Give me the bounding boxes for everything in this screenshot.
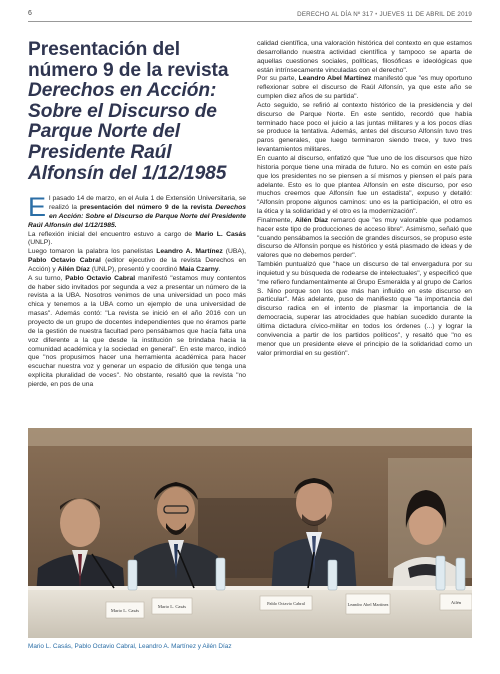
issue-line — [297, 11, 472, 18]
panel-photo-illustration — [28, 428, 472, 638]
paragraph — [257, 217, 472, 261]
text-run: calidad científica, una valoración histórica del contexto en que estamos desarrollando nuestra actividad científica y tampoco se aparta de aquellas cuestiones sociales, políticas, filosóficas e ideológicas que están intrínsecamente vinculadas con el derecho". — [257, 40, 472, 74]
bold-text: Derechos en Acción: Sobre el Discurso de Parque Norte del Presidente Raúl Alfonsín del 1/12/1985. — [28, 204, 246, 229]
text-run: . — [218, 265, 221, 273]
article-title-main: Presentación del número 9 de la revista — [28, 39, 229, 81]
paragraph — [257, 75, 472, 102]
text-run: (UNLP). — [28, 239, 53, 247]
nameplate-label: Mario L. Casás — [110, 608, 140, 613]
text-run: remarcó que "es muy valorable que podamos hacer este tipo de producciones de acceso libre". Asimismo, señaló que "cuando pensábamos la sección de grandes discursos, se propuso este discurso de Alfonsín porque es histórico y está plasmado de ideas y de valores que no debemos perder". — [257, 216, 472, 260]
bold-text: Leandro Abel Martínez — [298, 75, 372, 83]
nameplate-label: Leandro Abel Martínez — [347, 602, 389, 607]
page-number: 6 — [28, 10, 32, 17]
text-run: manifestó "estamos muy contentos de haber sido invitados por segunda a vez a presentar un número de la revista a la UBA. Nosotros venimos de una universidad un poco más chica y tenemos a la UBA como un ejemplo de una universidad de masas". Además contó: "La revista se inició en el año 2016 con un proyecto de un grupo de docentes independientes que no éramos parte de la gestión de nuestra facultad pero pensábamos que hacía falta una voz diferente a la que desde la institución se brindaba hacia la comunidad académica y la sociedad en general". En este marco, indicó que "nos propusimos hacer una herramienta académica para hacer escuchar nuestra voz y generar un espacio de difusión que tenga una explícita pluralidad de voces". No obstante, resaltó que la revista "no pierde, en pos de una — [28, 274, 246, 388]
text-run: (editor ejecutivo de la revista Derechos en Acción) y — [28, 257, 246, 273]
text-run: l pasado 14 de marzo, en el Aula 1 de Extensión Universitaria, se realizó la — [49, 195, 246, 211]
text-run: La reflexión inicial del encuentro estuvo a cargo de — [28, 230, 196, 238]
header-rule — [28, 21, 472, 22]
left-column — [28, 40, 246, 390]
article-title — [28, 40, 246, 184]
bold-text: Pablo Octavio Cabral — [28, 257, 101, 265]
drop-cap: E — [28, 192, 47, 223]
bold-text: Mario L. Casás — [195, 230, 246, 238]
nameplate-label: Ailén — [450, 600, 462, 605]
header-separator: • — [375, 11, 378, 18]
text-run: A su turno, — [28, 274, 66, 282]
text-run: También puntualizó que "hace un discurso de tal envergadura por su inquietud y su búsqueda de rodearse de intelectuales", y especificó que "me refiero fundamentalmente al Grupo Esmeralda y al grupo de Carlos S. Nino porque son los que más han influido en este discurso en particular". Más adelante, puso de manifiesto que "la importancia del discurso radica en el intento de plasmar la importancia de la democracia, superar las atrocidades que habían sucedido durante la última dictadura cívico-militar en todos los órdenes (...) y lograr la convivencia a partir de los partidos políticos", y resaltó que "no es menor que un presidente eleve el principio de la solidaridad como un valor primordial en su gestión". — [257, 261, 472, 357]
photo-wall-top — [28, 428, 472, 446]
paragraph — [257, 40, 472, 75]
issue-date: JUEVES 11 DE ABRIL DE 2019 — [379, 11, 472, 18]
paragraph — [28, 275, 246, 390]
paragraph — [257, 155, 472, 217]
bold-text: Ailén Díaz — [57, 265, 90, 273]
panel-table — [28, 588, 472, 638]
bold-text: Ailén Díaz — [295, 216, 329, 224]
text-run: Luego tomaron la palabra los panelistas — [28, 248, 157, 256]
paragraph — [257, 102, 472, 155]
nameplate-label: Pablo Octavio Cabral — [267, 601, 305, 606]
bold-text: presentación del número 9 de la revista — [79, 204, 216, 211]
right-column — [257, 40, 472, 358]
article-title-italic: Derechos en Acción: Sobre el Discurso de Parque Norte del Presidente Raúl Alfonsín del 1/12/1985 — [28, 80, 227, 184]
bold-text: Pablo Octavio Cabral — [65, 274, 136, 282]
text-run: Acto seguido, se refirió al contexto histórico de la presidencia y del discurso de Parque Norte. En este sentido, recordó que había terminado hace poco el juicio a las juntas militares y a los pocos días se produce la tentativa. Además, antes del discurso Alfonsín tuvo tres paros generales, que luego terminaron siendo trece, y tuvo tres levantamientos militares. — [257, 101, 472, 154]
bold-text: Leandro A. Martínez — [156, 248, 223, 256]
text-run: (UBA), — [222, 248, 246, 256]
paragraph — [28, 231, 246, 249]
paragraph — [257, 261, 472, 358]
text-run: En cuanto al discurso, enfatizó que "fue uno de los discursos que hizo historia porque tiene una mirada de futuro. No es común en este país que los presidentes no se piensen a sí mismos y piensen el país para adelante. Esto es lo que plantea Alfonsín en este discurso, por eso muchos creemos que Alfonsín fue un estadista", expuso y detalló: "Alfonsín propone algunos caminos: uno es la participación, el otro es la ética y la solidaridad y el otro es la modernización". — [257, 154, 472, 216]
event-photo — [28, 428, 472, 638]
article-body-right — [257, 40, 472, 358]
article-body-left — [28, 192, 246, 390]
bold-text: Maia Czarny — [179, 265, 219, 273]
paragraph — [28, 192, 246, 230]
text-run: Finalmente, — [257, 216, 295, 224]
nameplate-label: Mario L. Casás — [157, 604, 187, 609]
paragraph — [28, 248, 246, 275]
photo-caption: Mario L. Casás, Pablo Octavio Cabral, Leandro A. Martínez y Ailén Díaz — [28, 643, 232, 650]
text-run: manifestó que "es muy oportuno reflexionar sobre el discurso de Raúl Alfonsín, ya que este año se cumplen diez años de su partida". — [257, 75, 472, 101]
text-run: (UNLP), presentó y coordinó — [89, 265, 180, 273]
page-header — [28, 8, 472, 22]
text-run: Por su parte, — [257, 75, 299, 83]
table-edge — [28, 586, 472, 590]
publication-name: DERECHO AL DÍA Nº 317 — [297, 11, 374, 18]
